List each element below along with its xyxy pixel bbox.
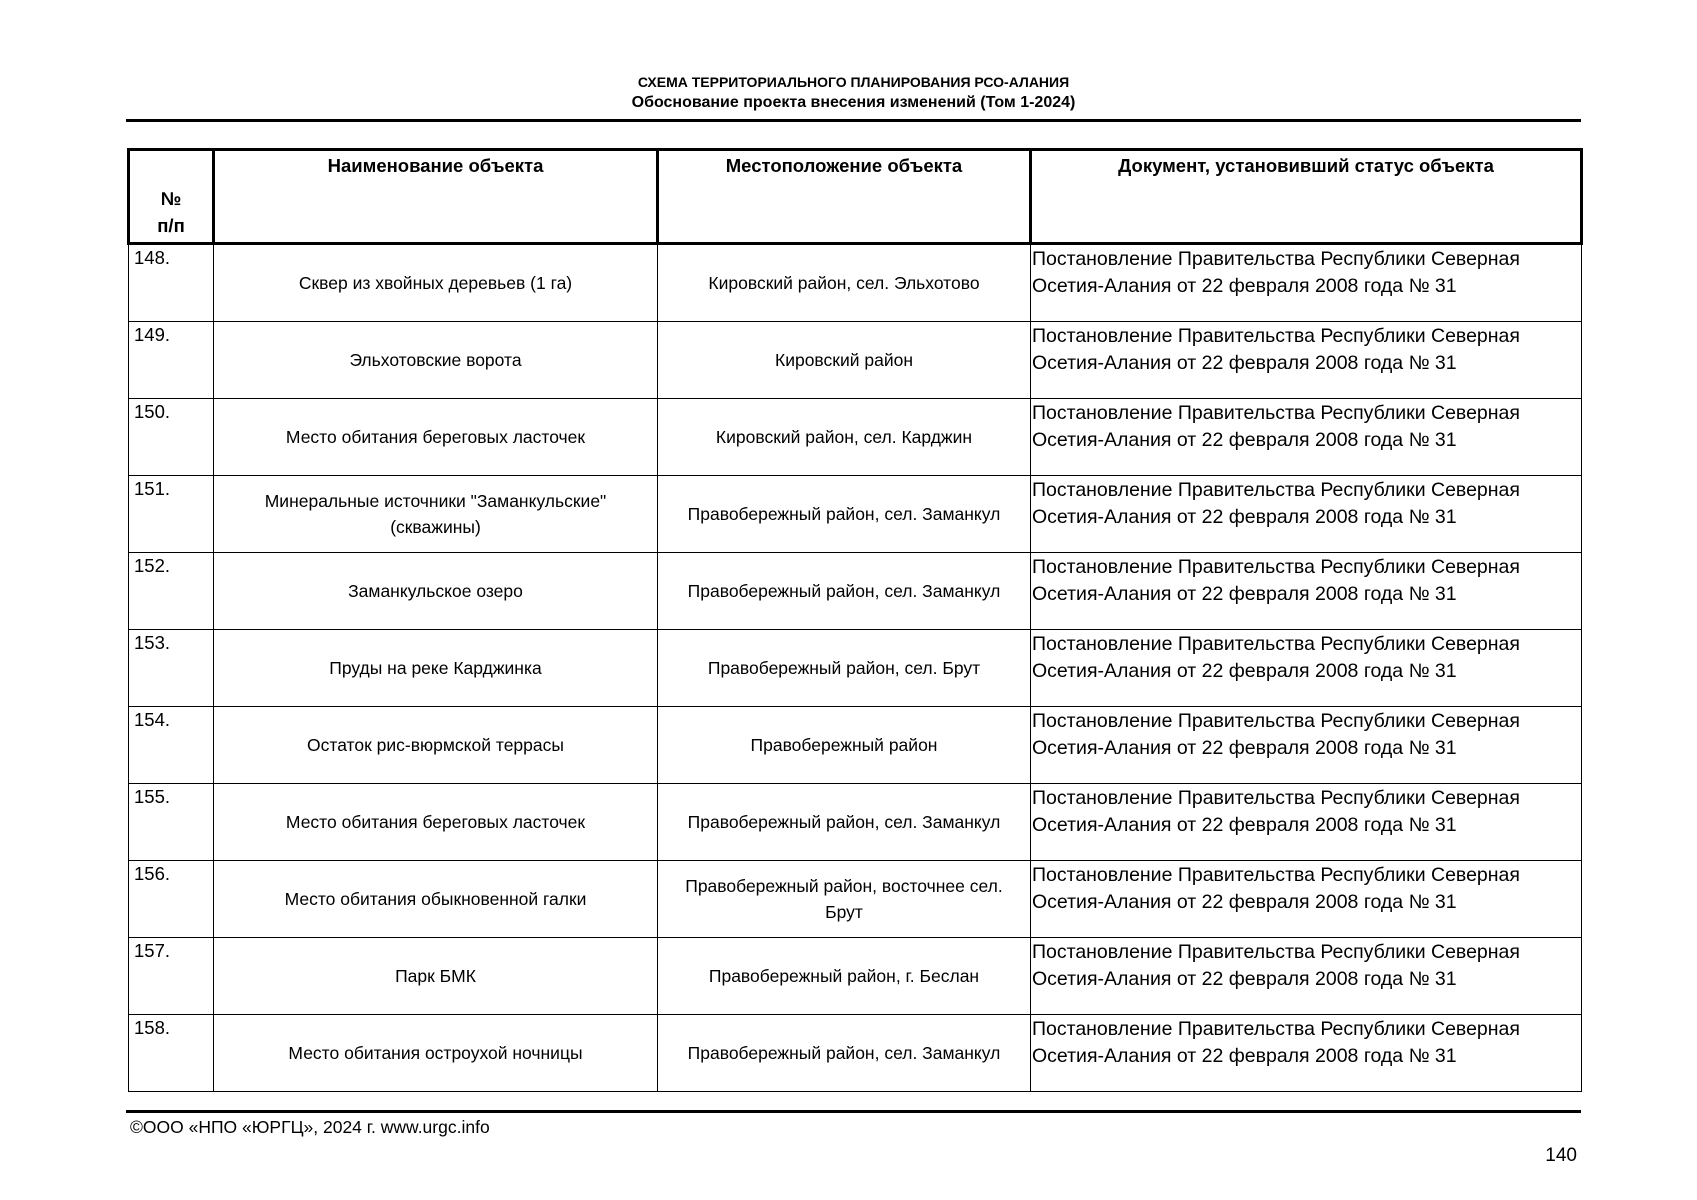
object-name: Место обитания береговых ласточек xyxy=(214,784,658,861)
status-document: Постановление Правительства Республики Северная Осетия-Алания от 22 февраля 2008 года № 31 xyxy=(1031,784,1582,861)
status-document: Постановление Правительства Республики Северная Осетия-Алания от 22 февраля 2008 года № 31 xyxy=(1031,244,1582,322)
row-number: 157. xyxy=(129,938,214,1015)
object-name: Место обитания обыкновенной галки xyxy=(214,861,658,938)
page-header xyxy=(126,72,1581,114)
document-title: СХЕМА ТЕРРИТОРИАЛЬНОГО ПЛАНИРОВАНИЯ РСО-АЛАНИЯ xyxy=(637,74,1070,90)
table-row xyxy=(129,322,1582,399)
column-header-name: Наименование объекта xyxy=(214,150,658,244)
object-location: Правобережный район, сел. Заманкул xyxy=(658,1015,1031,1092)
column-header-number-line2: п/п xyxy=(157,215,185,236)
table-row xyxy=(129,861,1582,938)
row-number: 149. xyxy=(129,322,214,399)
column-header-location: Местоположение объекта xyxy=(658,150,1031,244)
row-number: 150. xyxy=(129,399,214,476)
object-location: Кировский район xyxy=(658,322,1031,399)
table-row xyxy=(129,399,1582,476)
table-row xyxy=(129,784,1582,861)
row-number: 153. xyxy=(129,630,214,707)
page-number: 140 xyxy=(1545,1145,1577,1166)
row-number: 156. xyxy=(129,861,214,938)
document-subtitle: Обоснование проекта внесения изменений (Том 1-2024) xyxy=(631,94,1076,111)
status-document: Постановление Правительства Республики Северная Осетия-Алания от 22 февраля 2008 года № 31 xyxy=(1031,938,1582,1015)
column-header-number xyxy=(129,150,214,244)
table-row xyxy=(129,476,1582,553)
object-name: Сквер из хвойных деревьев (1 га) xyxy=(214,244,658,322)
status-document: Постановление Правительства Республики Северная Осетия-Алания от 22 февраля 2008 года № 31 xyxy=(1031,1015,1582,1092)
table-row xyxy=(129,630,1582,707)
row-number: 155. xyxy=(129,784,214,861)
object-location: Правобережный район, сел. Заманкул xyxy=(658,476,1031,553)
table-header-row xyxy=(129,150,1582,244)
object-name: Парк БМК xyxy=(214,938,658,1015)
row-number: 151. xyxy=(129,476,214,553)
status-document: Постановление Правительства Республики Северная Осетия-Алания от 22 февраля 2008 года № 31 xyxy=(1031,707,1582,784)
object-location: Правобережный район, сел. Брут xyxy=(658,630,1031,707)
status-document: Постановление Правительства Республики Северная Осетия-Алания от 22 февраля 2008 года № 31 xyxy=(1031,630,1582,707)
row-number: 158. xyxy=(129,1015,214,1092)
footer-copyright: ©ООО «НПО «ЮРГЦ», 2024 г. www.urgc.info xyxy=(130,1117,490,1137)
object-name: Заманкульское озеро xyxy=(214,553,658,630)
table-row xyxy=(129,707,1582,784)
status-document: Постановление Правительства Республики Северная Осетия-Алания от 22 февраля 2008 года № 31 xyxy=(1031,322,1582,399)
object-name: Пруды на реке Карджинка xyxy=(214,630,658,707)
status-document: Постановление Правительства Республики Северная Осетия-Алания от 22 февраля 2008 года № 31 xyxy=(1031,553,1582,630)
status-document: Постановление Правительства Республики Северная Осетия-Алания от 22 февраля 2008 года № 31 xyxy=(1031,861,1582,938)
object-location: Кировский район, сел. Эльхотово xyxy=(658,244,1031,322)
table-row xyxy=(129,1015,1582,1092)
object-name: Место обитания береговых ласточек xyxy=(214,399,658,476)
column-header-number-line1: № xyxy=(160,188,182,209)
row-number: 148. xyxy=(129,244,214,322)
object-location: Кировский район, сел. Карджин xyxy=(658,399,1031,476)
object-location: Правобережный район, восточнее сел. Брут xyxy=(658,861,1031,938)
row-number: 152. xyxy=(129,553,214,630)
status-document: Постановление Правительства Республики Северная Осетия-Алания от 22 февраля 2008 года № 31 xyxy=(1031,399,1582,476)
object-name: Эльхотовские ворота xyxy=(214,322,658,399)
table-row xyxy=(129,244,1582,322)
header-divider xyxy=(126,119,1581,122)
object-name: Остаток рис-вюрмской террасы xyxy=(214,707,658,784)
object-location: Правобережный район, сел. Заманкул xyxy=(658,784,1031,861)
object-name: Место обитания остроухой ночницы xyxy=(214,1015,658,1092)
table-row xyxy=(129,938,1582,1015)
column-header-document: Документ, установивший статус объекта xyxy=(1031,150,1582,244)
object-location: Правобережный район, г. Беслан xyxy=(658,938,1031,1015)
table-row xyxy=(129,553,1582,630)
object-location: Правобережный район xyxy=(658,707,1031,784)
objects-table xyxy=(127,148,1583,1092)
footer-divider xyxy=(126,1110,1581,1113)
object-location: Правобережный район, сел. Заманкул xyxy=(658,553,1031,630)
row-number: 154. xyxy=(129,707,214,784)
status-document: Постановление Правительства Республики Северная Осетия-Алания от 22 февраля 2008 года № 31 xyxy=(1031,476,1582,553)
object-name: Минеральные источники "Заманкульские" (скважины) xyxy=(214,476,658,553)
